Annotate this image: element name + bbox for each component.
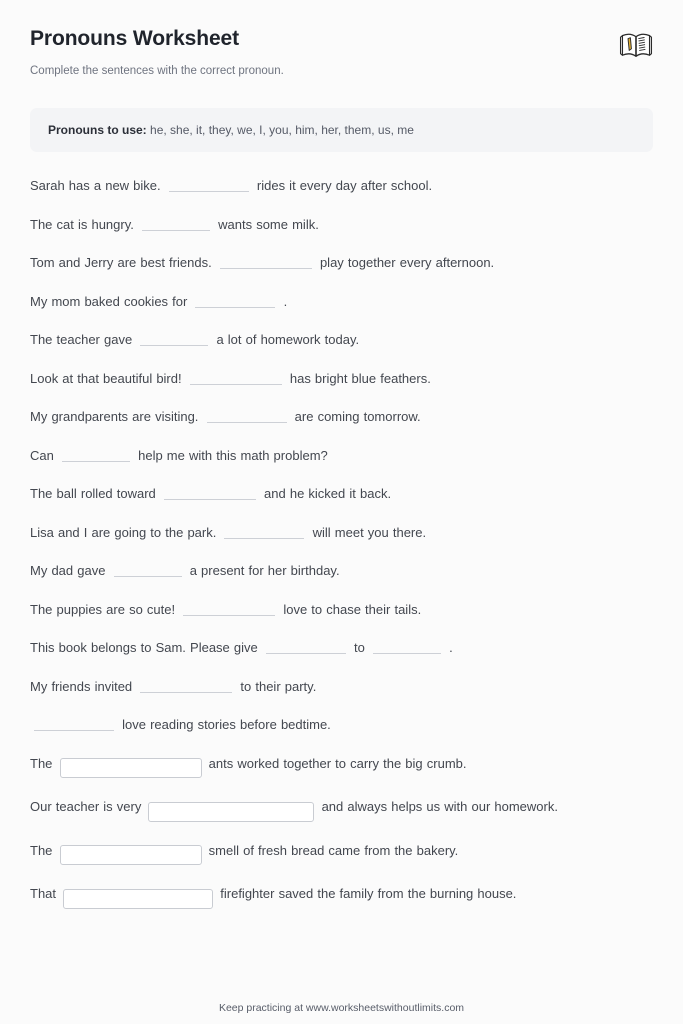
sentence-row bbox=[30, 446, 653, 466]
sentence-text: Can bbox=[30, 447, 54, 463]
worksheet-header bbox=[30, 0, 653, 79]
sentence-text: help me with this math problem? bbox=[138, 447, 328, 463]
answer-blank-line[interactable] bbox=[183, 600, 275, 616]
sentence-row bbox=[30, 754, 653, 779]
sentence-text: love to chase their tails. bbox=[283, 601, 422, 617]
answer-blank-line[interactable] bbox=[34, 715, 114, 731]
page-title: Pronouns Worksheet bbox=[30, 27, 240, 50]
answer-blank-line[interactable] bbox=[169, 176, 249, 192]
header-text-block bbox=[30, 26, 619, 79]
sentence-text: are coming tomorrow. bbox=[294, 409, 421, 425]
sentence-text: love reading stories before bedtime. bbox=[122, 717, 331, 733]
answer-blank-line[interactable] bbox=[207, 407, 287, 423]
sentence-row bbox=[30, 797, 653, 822]
answer-blank-line[interactable] bbox=[164, 484, 256, 500]
answer-blank-line[interactable] bbox=[373, 638, 441, 654]
answer-box-input[interactable] bbox=[63, 889, 213, 909]
answer-blank-line[interactable] bbox=[195, 292, 275, 308]
sentence-row bbox=[30, 523, 653, 543]
sentence-text: and always helps us with our homework. bbox=[321, 799, 558, 815]
sentence-text: My grandparents are visiting. bbox=[30, 409, 199, 425]
sentence-text: rides it every day after school. bbox=[256, 178, 433, 194]
sentence-text: . bbox=[283, 293, 288, 309]
sentence-text: play together every afternoon. bbox=[319, 255, 495, 271]
sentence-row bbox=[30, 215, 653, 235]
sentence-row bbox=[30, 407, 653, 427]
sentence-text: The bbox=[30, 755, 53, 771]
page-subtitle: Complete the sentences with the correct pronoun. bbox=[30, 65, 284, 78]
sentence-text: Look at that beautiful bird! bbox=[30, 370, 182, 386]
sentence-text: Tom and Jerry are best friends. bbox=[30, 255, 212, 271]
sentence-text: and he kicked it back. bbox=[264, 486, 392, 502]
word-bank-words: he, she, it, they, we, I, you, him, her, them, us, me bbox=[150, 123, 414, 138]
sentence-text: The cat is hungry. bbox=[30, 216, 134, 232]
sentence-row bbox=[30, 330, 653, 350]
sentence-text: That bbox=[30, 886, 57, 902]
sentence-text: wants some milk. bbox=[218, 216, 319, 232]
footer-note: Keep practicing at www.worksheetswithoutlimits.com bbox=[218, 1002, 465, 1014]
sentence-row bbox=[30, 841, 653, 866]
sentence-row bbox=[30, 884, 653, 909]
sentence-text: to bbox=[354, 640, 365, 656]
answer-blank-line[interactable] bbox=[62, 446, 130, 462]
sentence-text: smell of fresh bread came from the bakery. bbox=[208, 842, 459, 858]
sentence-text: The bbox=[30, 842, 53, 858]
answer-blank-line[interactable] bbox=[224, 523, 304, 539]
sentence-row bbox=[30, 292, 653, 312]
sentence-row bbox=[30, 253, 653, 273]
sentence-row bbox=[30, 561, 653, 581]
answer-blank-line[interactable] bbox=[190, 369, 282, 385]
sentence-text: a present for her birthday. bbox=[189, 563, 340, 579]
sentence-text: a lot of homework today. bbox=[216, 332, 360, 348]
sentence-text: The ball rolled toward bbox=[30, 486, 156, 502]
sentence-text: to their party. bbox=[240, 678, 317, 694]
answer-blank-line[interactable] bbox=[266, 638, 346, 654]
sentence-text: ants worked together to carry the big crumb. bbox=[208, 755, 467, 771]
sentence-text: The teacher gave bbox=[30, 332, 133, 348]
sentence-text: has bright blue feathers. bbox=[289, 370, 431, 386]
sentence-row bbox=[30, 176, 653, 196]
sentence-row bbox=[30, 677, 653, 697]
sentence-text: This book belongs to Sam. Please give bbox=[30, 640, 258, 656]
sentence-text: The puppies are so cute! bbox=[30, 601, 176, 617]
answer-box-input[interactable] bbox=[148, 802, 314, 822]
open-book-with-pencil-icon bbox=[619, 28, 653, 62]
sentence-row bbox=[30, 715, 653, 735]
sentence-row bbox=[30, 369, 653, 389]
sentence-text: My mom baked cookies for bbox=[30, 293, 188, 309]
sentence-text: . bbox=[449, 640, 453, 656]
sentence-text: Sarah has a new bike. bbox=[30, 178, 161, 194]
sentence-row bbox=[30, 600, 653, 620]
sentence-text: Lisa and I are going to the park. bbox=[30, 524, 217, 540]
sentence-text: Our teacher is very bbox=[30, 799, 142, 815]
answer-box-input[interactable] bbox=[60, 758, 202, 778]
sentence-row bbox=[30, 484, 653, 504]
answer-blank-line[interactable] bbox=[142, 215, 210, 231]
pronoun-word-bank bbox=[30, 108, 653, 152]
sentence-list bbox=[30, 176, 653, 909]
answer-blank-line[interactable] bbox=[220, 253, 312, 269]
sentence-text: will meet you there. bbox=[312, 524, 427, 540]
answer-box-input[interactable] bbox=[60, 845, 202, 865]
answer-blank-line[interactable] bbox=[140, 330, 208, 346]
sentence-text: firefighter saved the family from the burning house. bbox=[220, 886, 517, 902]
answer-blank-line[interactable] bbox=[140, 677, 232, 693]
sentence-row bbox=[30, 638, 653, 658]
word-bank-label: Pronouns to use: bbox=[48, 123, 147, 138]
answer-blank-line[interactable] bbox=[114, 561, 182, 577]
sentence-text: My friends invited bbox=[30, 678, 133, 694]
sentence-text: My dad gave bbox=[30, 563, 106, 579]
